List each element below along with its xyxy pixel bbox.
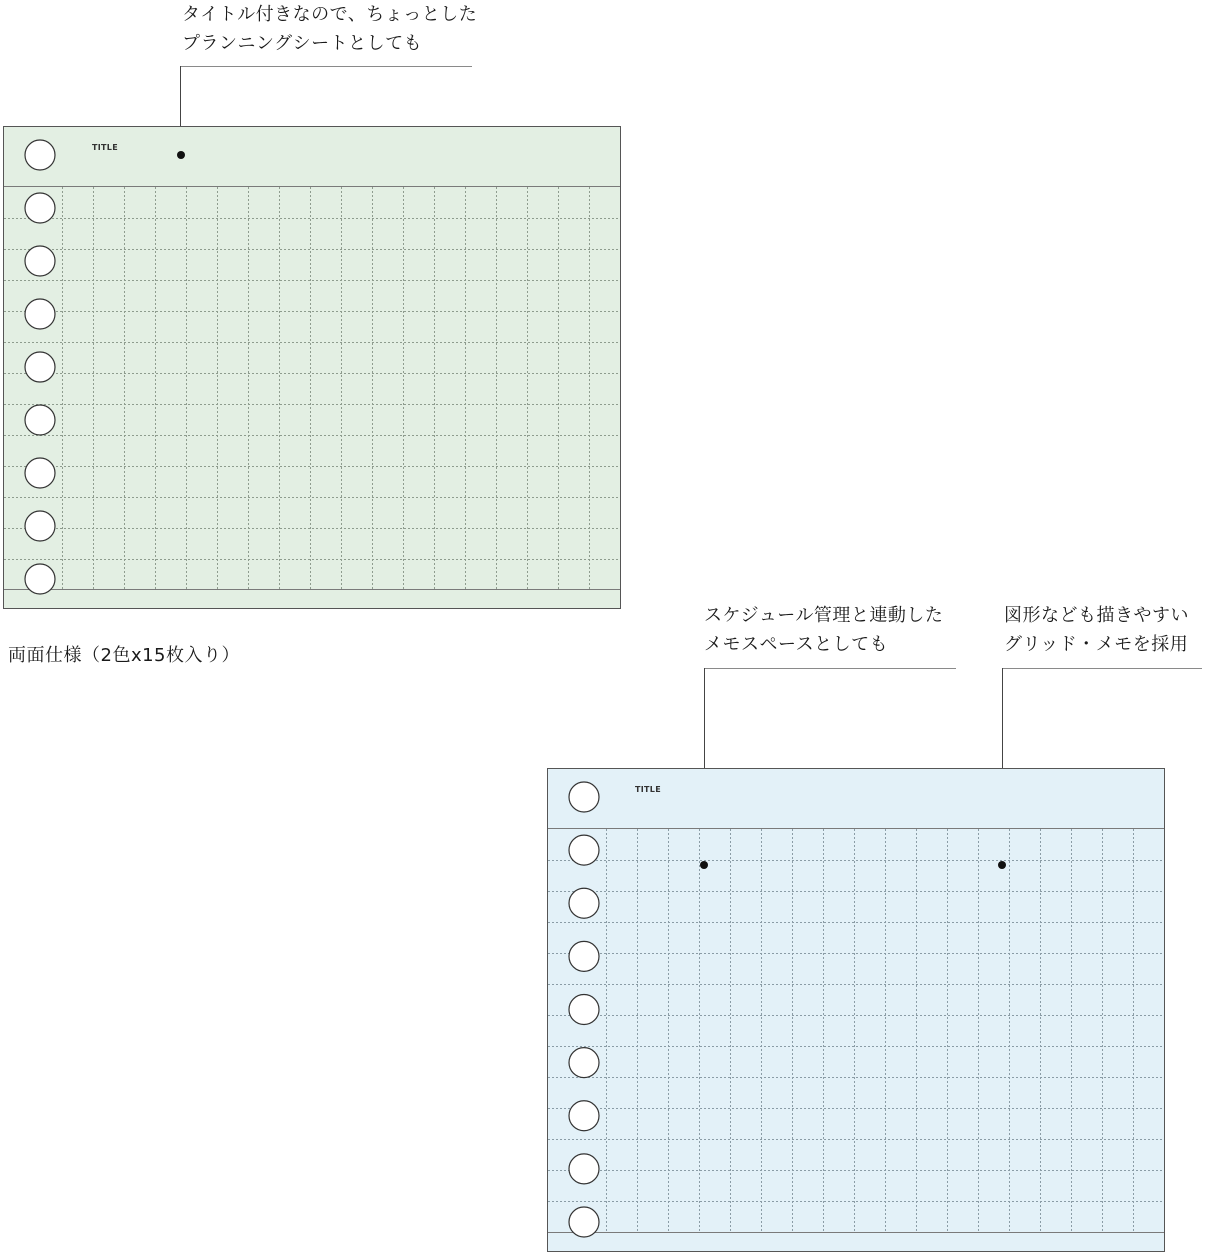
callout-grid-memo <box>1004 601 1189 659</box>
blue-binder-hole <box>569 1101 599 1131</box>
callout-schedule-memo <box>704 601 943 659</box>
callout-grid-memo-line2: グリッド・メモを採用 <box>1004 634 1189 655</box>
callout-title-feature-line2: プランニングシートとしても <box>182 33 423 54</box>
green-binder-hole <box>25 564 55 594</box>
callout-title-feature <box>182 0 477 58</box>
green-sheet-title-label: TITLE <box>92 143 118 152</box>
green-binder-hole <box>25 511 55 541</box>
blue-binder-hole <box>569 835 599 865</box>
callout-grid-memo-underline <box>1002 668 1202 669</box>
green-binder-hole <box>25 193 55 223</box>
callout-grid-memo-dot <box>998 861 1006 869</box>
blue-sheet-title-label: TITLE <box>635 785 661 794</box>
green-binder-hole <box>25 352 55 382</box>
blue-binder-hole <box>569 1207 599 1237</box>
blue-binder-hole <box>569 782 599 812</box>
callout-schedule-memo-line2: メモスペースとしても <box>704 634 889 655</box>
green-binder-hole <box>25 246 55 276</box>
blue-binder-hole <box>569 1154 599 1184</box>
blue-grid-sheet <box>547 768 1165 1252</box>
blue-binder-hole <box>569 888 599 918</box>
callout-schedule-memo-dot <box>700 861 708 869</box>
callout-grid-memo-line1: 図形なども描きやすい <box>1004 605 1189 626</box>
green-binder-hole <box>25 140 55 170</box>
callout-schedule-memo-line1: スケジュール管理と連動した <box>704 605 944 626</box>
callout-title-feature-underline <box>180 66 472 67</box>
green-binder-hole <box>25 405 55 435</box>
green-sheet-graphic <box>4 127 620 608</box>
blue-binder-hole <box>569 941 599 971</box>
green-binder-hole <box>25 299 55 329</box>
blue-binder-hole <box>569 995 599 1025</box>
blue-binder-hole <box>569 1048 599 1078</box>
blue-sheet-graphic <box>548 769 1164 1251</box>
green-binder-hole <box>25 458 55 488</box>
callout-schedule-memo-underline <box>704 668 956 669</box>
green-grid-sheet <box>3 126 621 609</box>
callout-title-feature-dot <box>177 151 185 159</box>
callout-title-feature-line1: タイトル付きなので、ちょっとした <box>182 4 478 25</box>
spec-caption: 両面仕様（2色x15枚入り） <box>8 645 241 666</box>
